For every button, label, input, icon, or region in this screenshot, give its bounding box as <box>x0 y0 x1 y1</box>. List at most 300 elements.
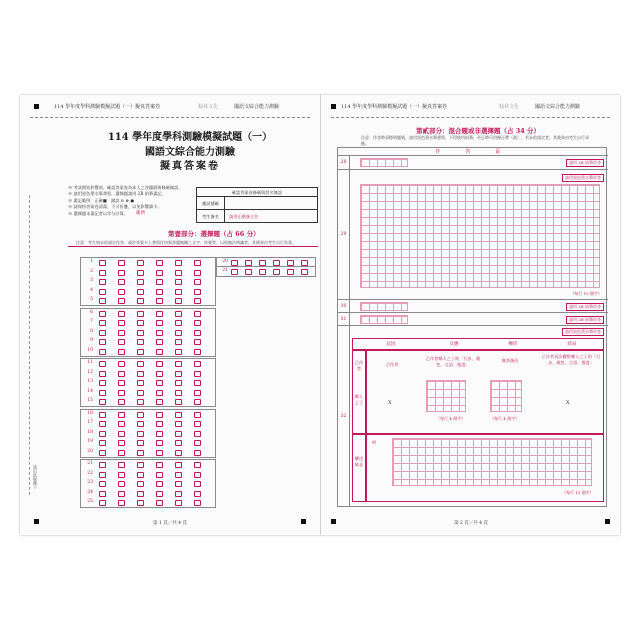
answer-bubble[interactable] <box>137 390 144 396</box>
question-number: 24 <box>87 489 93 495</box>
question-group <box>80 358 216 407</box>
answer-bubble[interactable] <box>175 390 182 396</box>
answer-bubble[interactable] <box>137 279 144 285</box>
instruction-item: ※ 選擇題未畫記者以零分計算。 <box>68 210 128 216</box>
answer-bubble[interactable] <box>137 298 144 304</box>
answer-bubble[interactable] <box>175 491 182 497</box>
answer-bubble[interactable] <box>194 399 201 405</box>
answer-bubble[interactable] <box>137 330 144 336</box>
answer-bubble[interactable] <box>156 270 163 276</box>
answer-bubble[interactable] <box>118 399 125 405</box>
exam-number-row <box>197 197 317 210</box>
q32-header: 反應 <box>449 342 459 347</box>
answer-grid[interactable] <box>360 302 408 311</box>
answer-bubble[interactable] <box>194 279 201 285</box>
section2-title: 第貳部分：混合題或非選擇題（占 34 分） <box>415 127 541 135</box>
publisher-logo: 翰林文化 <box>198 104 219 110</box>
question-29-row <box>338 170 608 300</box>
answer-bubble[interactable] <box>99 462 106 468</box>
corner-mark <box>605 519 610 524</box>
publisher-logo: 翰林文化 <box>499 104 520 110</box>
question-21-row <box>216 267 316 277</box>
answer-bubble[interactable] <box>137 481 144 487</box>
answer-bubble[interactable] <box>175 462 182 468</box>
question-number: 12 <box>87 369 93 375</box>
running-head: 114 學年度學科測驗模擬試題（一）擬真答案卷 <box>341 104 448 110</box>
answer-bubble[interactable] <box>137 371 144 377</box>
answer-bubble[interactable] <box>287 269 294 275</box>
question-number: 25 <box>87 499 93 505</box>
answer-grid[interactable] <box>490 380 522 412</box>
question-number: 5 <box>90 297 93 303</box>
corner-mark <box>301 519 306 524</box>
answer-bubble[interactable] <box>194 472 201 478</box>
hint-label: 請用 2B 鉛筆作答 <box>566 159 604 167</box>
answer-bubble[interactable] <box>137 380 144 386</box>
answer-bubble[interactable] <box>194 491 201 497</box>
answer-bubble[interactable] <box>156 431 163 437</box>
q32-cell-text: 乙作者再次觀察鄰人之子的「行步、顏色、言語、態度」 <box>541 354 601 365</box>
answer-bubble[interactable] <box>137 462 144 468</box>
question-number: 19 <box>87 439 93 445</box>
answer-area <box>337 147 607 507</box>
signature-row <box>197 210 317 223</box>
answer-bubble[interactable] <box>156 371 163 377</box>
answer-bubble[interactable] <box>194 298 201 304</box>
question-number: 9 <box>90 338 93 344</box>
answer-sheet-spread <box>20 95 620 535</box>
question-row <box>81 438 217 448</box>
question-row <box>81 388 217 398</box>
question-number: 22 <box>87 470 93 476</box>
question-number: 11 <box>87 360 93 365</box>
question-number: 16 <box>87 410 93 416</box>
answer-bubble[interactable] <box>194 421 201 427</box>
answer-bubble[interactable] <box>99 289 106 295</box>
question-20-row <box>216 257 316 267</box>
answer-bubble[interactable] <box>99 330 106 336</box>
answer-grid[interactable] <box>426 380 466 412</box>
answer-bubble[interactable] <box>175 311 182 317</box>
answer-bubble[interactable] <box>118 260 125 266</box>
answer-bubble[interactable] <box>287 260 294 266</box>
question-row <box>81 470 217 480</box>
answer-bubble[interactable] <box>245 269 252 275</box>
question-number: 20 <box>87 448 93 454</box>
corner-mark <box>34 104 39 109</box>
answer-bubble[interactable] <box>175 472 182 478</box>
answer-bubble[interactable] <box>194 500 201 506</box>
question-row <box>81 489 217 499</box>
question-number: 21 <box>222 268 228 273</box>
answer-bubble[interactable] <box>156 330 163 336</box>
question-number: 3 <box>90 278 93 284</box>
answer-bubble[interactable] <box>156 500 163 506</box>
answer-bubble[interactable] <box>118 421 125 427</box>
answer-bubble[interactable] <box>118 390 125 396</box>
answer-bubble[interactable] <box>301 260 308 266</box>
question-number: 18 <box>87 429 93 435</box>
answer-bubble[interactable] <box>137 421 144 427</box>
answer-bubble[interactable] <box>259 260 266 266</box>
answer-bubble[interactable] <box>156 361 163 367</box>
answer-bubble[interactable] <box>156 320 163 326</box>
instruction-item: ※ 請保持答案卷清潔，不可折疊，以免影響讀卡。 <box>68 204 162 210</box>
answer-bubble[interactable] <box>118 462 125 468</box>
answer-bubble[interactable] <box>99 481 106 487</box>
answer-bubble[interactable] <box>99 472 106 478</box>
q32-x-mark: X <box>566 400 570 406</box>
answer-bubble[interactable] <box>175 440 182 446</box>
answer-bubble[interactable] <box>137 270 144 276</box>
question-number: 8 <box>90 328 93 334</box>
signature-field[interactable]: 請用正楷簽全名 <box>229 214 259 219</box>
question-30-row <box>338 300 608 313</box>
answer-bubble[interactable] <box>156 311 163 317</box>
subject-head: 國語文綜合能力測驗 <box>234 104 280 110</box>
answer-grid[interactable] <box>360 315 408 324</box>
answer-grid[interactable] <box>360 158 408 167</box>
question-number: 23 <box>87 480 93 486</box>
char-limit: （每行 15 個字） <box>562 490 594 495</box>
answer-bubble[interactable] <box>118 298 125 304</box>
answer-bubble[interactable] <box>175 421 182 427</box>
question-row <box>81 268 217 278</box>
q32-cell-text: 乙作者 <box>385 362 399 367</box>
candidate-id-box <box>196 187 318 223</box>
question-row <box>81 258 217 268</box>
question-number: 31 <box>338 313 350 325</box>
answer-grid[interactable] <box>360 184 600 288</box>
answer-bubble[interactable] <box>118 311 125 317</box>
answer-bubble[interactable] <box>231 269 238 275</box>
answer-bubble[interactable] <box>137 339 144 345</box>
q32-cell-text: 乙作者鄰人之子的「行步、顏色、言語、態度」 <box>425 356 481 367</box>
question-group <box>80 257 216 306</box>
corner-mark <box>331 104 336 109</box>
answer-bubble[interactable] <box>175 481 182 487</box>
q32-header: 結局 <box>567 342 577 347</box>
answer-bubble[interactable] <box>231 260 238 266</box>
answer-bubble[interactable] <box>301 269 308 275</box>
answer-bubble[interactable] <box>194 361 201 367</box>
answer-bubble[interactable] <box>137 349 144 355</box>
q32-row-label: 鄰人之子 <box>354 394 364 405</box>
exam-number-label: 應試號碼 <box>197 197 225 209</box>
answer-bubble[interactable] <box>156 472 163 478</box>
answer-bubble[interactable] <box>194 270 201 276</box>
answer-bubble[interactable] <box>99 500 106 506</box>
answer-bubble[interactable] <box>137 311 144 317</box>
section1-rule <box>68 246 318 247</box>
question-group <box>80 409 216 458</box>
answer-bubble[interactable] <box>194 481 201 487</box>
char-limit: （每行 4 個字） <box>490 416 520 421</box>
q32-header: 轉折 <box>508 342 518 347</box>
question-row <box>81 287 217 297</box>
answer-bubble[interactable] <box>175 270 182 276</box>
answer-bubble[interactable] <box>194 440 201 446</box>
answer-bubble[interactable] <box>175 298 182 304</box>
answer-bubble[interactable] <box>99 440 106 446</box>
answer-bubble[interactable] <box>175 431 182 437</box>
question-group <box>80 308 216 357</box>
answer-bubble[interactable] <box>194 390 201 396</box>
timing-marks <box>30 117 310 118</box>
answer-bubble[interactable] <box>99 380 106 386</box>
question-row <box>81 378 217 388</box>
answer-bubble[interactable] <box>194 412 201 418</box>
question-row <box>81 328 217 338</box>
question-number: 14 <box>87 388 93 394</box>
q32-row-label: 闡述寓意 <box>354 456 364 467</box>
answer-bubble[interactable] <box>118 500 125 506</box>
answer-bubble[interactable] <box>137 289 144 295</box>
question-number: 7 <box>90 319 93 325</box>
section1-title: 第壹部分：選擇題（占 66 分） <box>168 230 260 238</box>
q32-example-label: 例 <box>371 440 377 445</box>
question-number: 2 <box>90 268 93 274</box>
subject-title: 國語文綜合能力測驗 <box>145 147 235 158</box>
timing-marks <box>331 117 610 118</box>
instruction-item: ※ 畫記範例：正確■ 錯誤 ⊘ ⊗ ● <box>68 197 135 203</box>
answer-bubble[interactable] <box>194 431 201 437</box>
answer-bubble[interactable] <box>137 260 144 266</box>
instructions <box>68 185 192 217</box>
answer-bubble[interactable] <box>156 412 163 418</box>
answer-bubble[interactable] <box>99 412 106 418</box>
answer-area-header: 作 答 區 <box>338 148 608 156</box>
answer-bubble[interactable] <box>156 279 163 285</box>
answer-bubble[interactable] <box>137 440 144 446</box>
answer-bubble[interactable] <box>118 380 125 386</box>
answer-bubble[interactable] <box>175 361 182 367</box>
question-28-row <box>338 156 608 170</box>
answer-bubble[interactable] <box>175 500 182 506</box>
answer-bubble[interactable] <box>273 260 280 266</box>
instruction-item: ※ 請用黑色墨水筆書寫，選擇題請用 2B 鉛筆畫記。 <box>68 191 166 197</box>
answer-bubble[interactable] <box>99 298 106 304</box>
answer-bubble[interactable] <box>99 421 106 427</box>
answer-bubble[interactable] <box>118 371 125 377</box>
question-row <box>81 410 217 420</box>
answer-bubble[interactable] <box>156 440 163 446</box>
answer-bubble[interactable] <box>194 349 201 355</box>
char-limit: （每行 15 個字） <box>570 291 602 296</box>
q32-x-mark: X <box>388 400 392 406</box>
cut-line-label: 請沿此線撕下 <box>33 465 38 489</box>
question-row <box>81 337 217 347</box>
right-page <box>320 95 620 535</box>
q32-row-label: 乙作者 <box>354 360 364 371</box>
q32-table <box>352 338 604 502</box>
answer-bubble[interactable] <box>175 412 182 418</box>
answer-bubble[interactable] <box>175 279 182 285</box>
answer-bubble[interactable] <box>156 349 163 355</box>
exam-number-field[interactable] <box>225 197 317 209</box>
answer-bubble[interactable] <box>156 260 163 266</box>
left-page <box>20 95 320 535</box>
answer-bubble[interactable] <box>137 412 144 418</box>
answer-bubble[interactable] <box>137 431 144 437</box>
answer-bubble[interactable] <box>137 361 144 367</box>
question-row <box>81 479 217 489</box>
answer-bubble[interactable] <box>99 390 106 396</box>
answer-bubble[interactable] <box>194 260 201 266</box>
answer-bubble[interactable] <box>118 472 125 478</box>
answer-bubble[interactable] <box>175 330 182 336</box>
corner-mark <box>331 519 336 524</box>
answer-bubble[interactable] <box>194 311 201 317</box>
answer-bubble[interactable] <box>156 450 163 456</box>
question-row <box>81 359 217 369</box>
answer-bubble[interactable] <box>118 412 125 418</box>
answer-bubble[interactable] <box>137 320 144 326</box>
question-number: 21 <box>87 461 93 466</box>
answer-bubble[interactable] <box>194 330 201 336</box>
answer-bubble[interactable] <box>194 450 201 456</box>
hint-label: 請用 2B 鉛筆作答 <box>566 316 604 324</box>
answer-bubble[interactable] <box>118 339 125 345</box>
answer-bubble[interactable] <box>156 481 163 487</box>
answer-bubble[interactable] <box>175 380 182 386</box>
answer-bubble[interactable] <box>118 431 125 437</box>
answer-bubble[interactable] <box>99 311 106 317</box>
hint-label: 請用黑色墨水筆作答 <box>562 328 604 336</box>
question-31-row <box>338 313 608 326</box>
question-number: 20 <box>222 259 228 264</box>
answer-bubble[interactable] <box>99 320 106 326</box>
answer-bubble[interactable] <box>99 399 106 405</box>
hint-label: 請用 2B 鉛筆作答 <box>566 303 604 311</box>
instruction-item: ※ 考試開始鈴響前，確認答案卷為本人之答題紙與條碼無誤。 <box>68 185 183 190</box>
corner-mark <box>34 519 39 524</box>
answer-bubble[interactable] <box>137 472 144 478</box>
answer-bubble[interactable] <box>156 491 163 497</box>
answer-bubble[interactable] <box>156 399 163 405</box>
answer-bubble[interactable] <box>99 361 106 367</box>
section1-note: 注意：考生如未依規定作答，或於答案卡上書寫任何與答題無關之文字、符號等，以致無法辨識者，其後果由考生自行負責。 <box>76 240 296 245</box>
question-number: 28 <box>338 156 350 169</box>
question-number: 6 <box>90 309 93 315</box>
answer-bubble[interactable] <box>99 349 106 355</box>
answer-bubble[interactable] <box>99 491 106 497</box>
question-row <box>81 419 217 429</box>
multiple-choice-grid <box>80 257 220 509</box>
answer-bubble[interactable] <box>99 260 106 266</box>
answer-bubble[interactable] <box>175 399 182 405</box>
answer-bubble[interactable] <box>245 260 252 266</box>
answer-bubble[interactable] <box>118 270 125 276</box>
question-number: 32 <box>338 326 350 507</box>
answer-bubble[interactable] <box>175 349 182 355</box>
answer-bubble[interactable] <box>156 380 163 386</box>
question-row <box>81 369 217 379</box>
answer-bubble[interactable] <box>118 491 125 497</box>
answer-bubble[interactable] <box>175 320 182 326</box>
running-head: 114 學年度學科測驗模擬試題（一）擬真答案卷 <box>54 104 161 110</box>
subject-head: 國語文綜合能力測驗 <box>535 104 581 110</box>
answer-bubble[interactable] <box>175 289 182 295</box>
question-row <box>81 296 217 306</box>
answer-bubble[interactable] <box>259 269 266 275</box>
answer-bubble[interactable] <box>273 269 280 275</box>
answer-bubble[interactable] <box>118 320 125 326</box>
answer-bubble[interactable] <box>156 339 163 345</box>
answer-bubble[interactable] <box>156 289 163 295</box>
answer-bubble[interactable] <box>99 371 106 377</box>
question-row <box>81 429 217 439</box>
answer-bubble[interactable] <box>194 371 201 377</box>
answer-bubble[interactable] <box>118 349 125 355</box>
answer-bubble[interactable] <box>118 450 125 456</box>
answer-bubble[interactable] <box>99 339 106 345</box>
answer-bubble[interactable] <box>156 462 163 468</box>
answer-bubble[interactable] <box>137 450 144 456</box>
answer-bubble[interactable] <box>99 270 106 276</box>
question-number: 1 <box>90 259 93 264</box>
question-row <box>81 448 217 458</box>
char-limit: （每行 4 個字） <box>436 416 466 421</box>
question-number: 13 <box>87 379 93 385</box>
answer-bubble[interactable] <box>175 260 182 266</box>
answer-bubble[interactable] <box>175 339 182 345</box>
question-row <box>81 397 217 407</box>
answer-bubble[interactable] <box>118 289 125 295</box>
cut-line <box>29 195 37 495</box>
question-number: 17 <box>87 420 93 426</box>
answer-grid[interactable] <box>392 438 592 486</box>
question-row <box>81 318 217 328</box>
answer-bubble[interactable] <box>194 320 201 326</box>
question-group <box>80 459 216 508</box>
page-number: 第 2 頁／共 4 頁 <box>454 521 488 526</box>
answer-bubble[interactable] <box>194 462 201 468</box>
exam-title: 114 學年度學科測驗模擬試題（一） <box>107 132 273 143</box>
id-box-header: 確認答案卷條碼與姓名無誤 <box>197 188 317 197</box>
hint-label: 請用黑色墨水筆作答 <box>562 174 604 182</box>
question-row <box>81 460 217 470</box>
answer-bubble[interactable] <box>175 371 182 377</box>
answer-bubble[interactable] <box>118 440 125 446</box>
q32-label-cell <box>352 434 366 502</box>
answer-bubble[interactable] <box>156 390 163 396</box>
question-32-row <box>338 326 608 507</box>
q32-header: 起因 <box>386 342 396 347</box>
answer-bubble[interactable] <box>99 279 106 285</box>
answer-bubble[interactable] <box>99 431 106 437</box>
answer-bubble[interactable] <box>194 380 201 386</box>
answer-bubble[interactable] <box>118 330 125 336</box>
answer-bubble[interactable] <box>137 399 144 405</box>
answer-bubble[interactable] <box>194 289 201 295</box>
question-row <box>81 277 217 287</box>
answer-bubble[interactable] <box>156 298 163 304</box>
answer-bubble[interactable] <box>156 421 163 427</box>
answer-bubble[interactable] <box>194 339 201 345</box>
sheet-title: 擬真答案卷 <box>160 161 220 172</box>
answer-bubble[interactable] <box>137 491 144 497</box>
answer-bubble[interactable] <box>118 361 125 367</box>
sample-label: 範例 <box>136 211 145 216</box>
answer-bubble[interactable] <box>137 500 144 506</box>
answer-bubble[interactable] <box>175 450 182 456</box>
answer-bubble[interactable] <box>99 450 106 456</box>
question-row <box>81 498 217 508</box>
answer-bubble[interactable] <box>118 481 125 487</box>
answer-bubble[interactable] <box>118 279 125 285</box>
signature-label: 考生簽名 <box>197 210 225 223</box>
